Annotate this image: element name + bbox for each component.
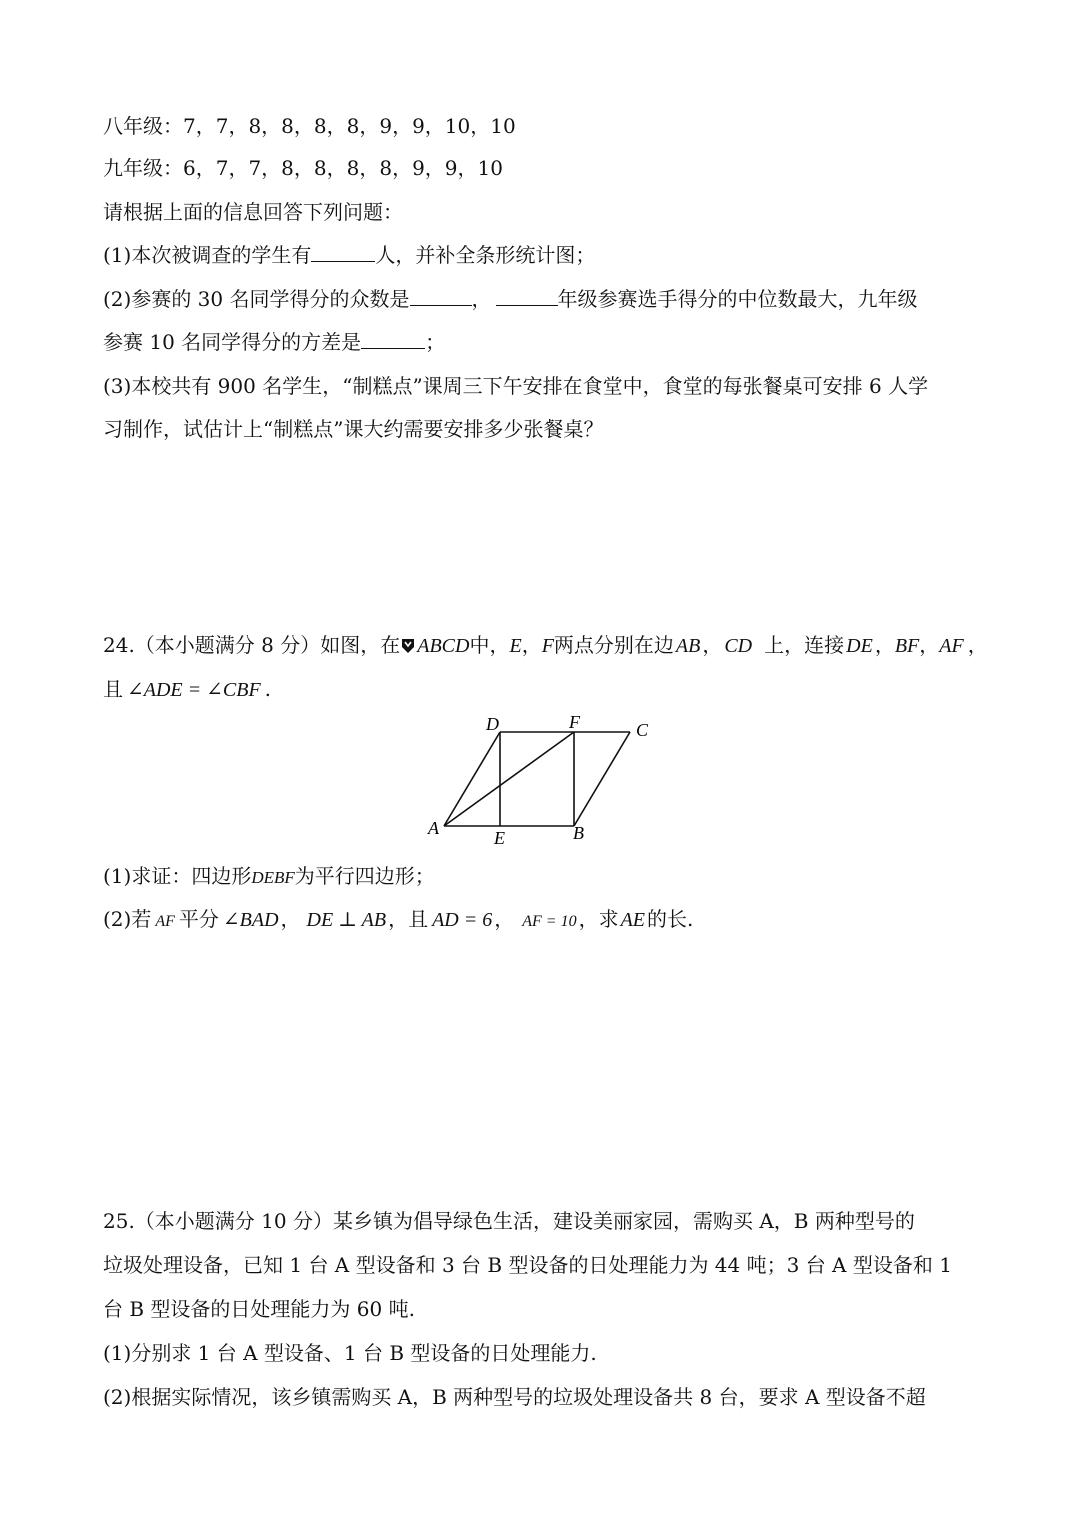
q24-condition (103, 675, 271, 704)
segment-bf: BF (894, 635, 920, 657)
q24-stem-sep: ， (702, 633, 723, 657)
parallelogram-name: ABCD (417, 635, 470, 657)
q24-part2-text: (2)若 (103, 907, 152, 931)
segment-ae: AE (620, 909, 646, 931)
q24-part1-text: (1)求证：四边形 (103, 864, 252, 888)
answer-blank[interactable] (496, 285, 558, 306)
q25-line3: 台 B 型设备的日处理能力为 60 吨. (103, 1297, 415, 1321)
point-e: E (509, 635, 522, 657)
q24-part2-sep: ， (494, 907, 515, 931)
q24-part2-text: ，求 (578, 907, 619, 931)
q24-stem-text: 中， (469, 633, 510, 657)
q24-stem-sep: ， (967, 633, 988, 657)
edge-da (444, 732, 500, 826)
q24-condition-text: 且 (103, 677, 123, 701)
label-b: B (573, 823, 584, 843)
answer-blank[interactable] (361, 328, 425, 349)
segment-af: AF (939, 635, 964, 657)
q24-part2 (103, 905, 693, 936)
label-a: A (428, 818, 439, 838)
q24-stem-text: 24.（本小题满分 8 分）如图，在 (103, 633, 401, 657)
answer-blank[interactable] (410, 285, 472, 306)
q23-part1 (103, 241, 595, 269)
q24-part2-end: 的长. (647, 907, 694, 931)
label-f: F (569, 712, 580, 732)
q25-line2: 垃圾处理设备，已知 1 台 A 型设备和 3 台 B 型设备的日处理能力为 44 吨；3 台 A 型设备和 1 (103, 1253, 952, 1277)
q23-part2-text: (2)参赛的 30 名同学得分的众数是 (103, 287, 410, 311)
label-e: E (494, 828, 505, 848)
q23-part2-sep: ， (471, 287, 492, 311)
q24-stem-text: 上，连接 (764, 633, 845, 657)
grade9-scores: 九年级：6，7，7，8，8，8，8，9，9，10 (103, 156, 503, 180)
figure-svg (420, 708, 660, 850)
q23-part3: (3)本校共有 900 名学生，“制糕点”课周三下午安排在食堂中，食堂的每张餐桌可安排 6 人学 (103, 374, 929, 398)
ad-value: AD = 6 (432, 909, 493, 931)
q24-stem-sep: ， (919, 633, 940, 657)
q25-line1: 25.（本小题满分 10 分）某乡镇为倡导绿色生活，建设美丽家园，需购买 A，B 两种型号的 (103, 1209, 915, 1233)
q24-part2-text: ，且 (388, 907, 429, 931)
q23-part1-text: (1)本次被调查的学生有 (103, 243, 312, 267)
q24-part2-text: 平分 (178, 907, 219, 931)
segment-ab: AB (675, 635, 701, 657)
grade8-scores: 八年级：7，7，8，8，8，8，9，9，10，10 (103, 114, 516, 138)
q23-part2 (103, 285, 918, 313)
q24-stem-sep: ， (521, 633, 542, 657)
q23-prompt: 请根据上面的信息回答下列问题： (103, 200, 403, 224)
edge-bc (574, 732, 630, 826)
angle-equality: ∠ADE = ∠CBF (127, 679, 261, 701)
q24-condition-end: . (264, 677, 272, 701)
q24-stem-text: 两点分别在边 (553, 633, 674, 657)
q25-part2: (2)根据实际情况，该乡镇需购买 A，B 两种型号的垃圾处理设备共 8 台，要求 A 型设备不超 (103, 1385, 926, 1409)
segment-de: DE (846, 635, 873, 657)
q23-part2-variance-text: 参赛 10 名同学得分的方差是 (103, 330, 362, 354)
q23-part3-cont: 习制作，试估计上“制糕点”课大约需要安排多少张餐桌？ (103, 417, 604, 441)
point-f: F (541, 635, 554, 657)
label-c: C (636, 720, 649, 740)
q24-stem (103, 631, 988, 661)
parallelogram-icon (401, 633, 415, 661)
q25-part1: (1)分别求 1 台 A 型设备、1 台 B 型设备的日处理能力. (103, 1341, 597, 1365)
af-value: AF = 10 (522, 913, 577, 930)
segment-af-line (444, 732, 574, 826)
q23-part2-cont (103, 328, 445, 356)
q23-part1-text-end: 人，并补全条形统计图； (375, 243, 596, 267)
quad-debf: DEBF (251, 868, 295, 887)
perpendicular-condition: DE ⊥ AB (306, 909, 387, 931)
q23-part2-text-mid: 年级参赛选手得分的中位数最大，九年级 (557, 287, 918, 311)
segment-cd: CD (724, 635, 753, 657)
segment-af-ref: AF (155, 913, 175, 930)
parallelogram-figure (420, 708, 660, 854)
q23-part2-end: ； (425, 330, 446, 354)
label-d: D (486, 714, 499, 734)
q24-stem-sep: ， (874, 633, 895, 657)
q24-part2-sep: ， (280, 907, 301, 931)
angle-bad: ∠BAD (222, 909, 279, 931)
q24-part1 (103, 862, 435, 892)
answer-blank[interactable] (311, 241, 375, 262)
q24-part1-text-end: 为平行四边形； (294, 864, 435, 888)
